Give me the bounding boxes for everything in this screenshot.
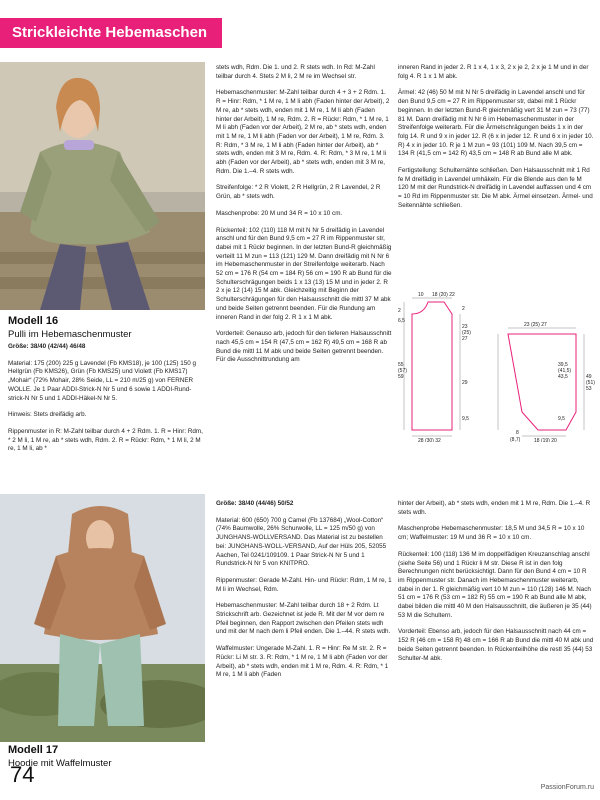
model16-slip-pattern: Hebemaschenmuster: M-Zahl teilbar durch 4 + 3 + 2 Rdm. 1. R = Hinr: Rdm, * 1 M re, 1 M li abh (Faden hinter der Arbeit), 2 M re, ab * stets wdh, enden mit 1 M re, 1 M li abh (Faden hinter der Arbeit), 1 M re, Rdm. 2. R = Rückr: Rdm, * 1 M re, 1 M li abh (Faden vor der Arbeit), 2 M re, ab * stets wdh, enden mit 1 M re, 1 M li abh (Faden vor der Arbeit), 1 M re, Rdm. 3. R: Rdm, * 3 M re, 1 M li abh (Faden hinter der Arbeit), ab * stets wdh, enden mit 3 M re, Rdm. 4. R: Rdm, * 3 M re, 1 M li abh (Faden vor der Arbeit), ab * stets wdh, enden mit 3 M re, Rdm. Die 1.–4. R stets wdh. — [216, 89, 390, 175]
schematic-label: 18 (19) 20 — [534, 438, 557, 442]
model16-material: Material: 175 (200) 225 g Lavendel (Fb KMS18), je 100 (125) 150 g Hellgrün (Fb KMS26), Grün (Fb KMS25) und Violett (Fb KMS17) „Mohair“ (72% Mohair, 28% Seide, LL = 210 m/25 g) von FERNER WOLLE. Je 1 Paar ADDI-Strick-N Nr 5 und 6 sowie 1 ADDI-Rund-strick-N Nr 5 und 1 ADDI-Häkel-N Nr 5. — [8, 359, 196, 402]
model16-back: Rückenteil: 102 (110) 118 M mit N Nr 5 dreifädig in Lavendel anschl und für den Bund 9,5 cm = 27 R im Rippenmuster str, dabei mit 1 Rückr beginnen. In der letzten Bund-R gleichmäßig verteilt 11 M zun = 113 (121) 129 M. Dann dreifädig mit N Nr 6 im Hebemaschenmuster in der Streifenfolge weiterarb. Nach 52 cm = 176 R (54 cm = 184 R) 56 cm = 190 R ab Bund für die Schulterschrägungen beids 1 x 13 (13) 15 M und in jeder 2. R 2 x je 12 (14) 15 M abk. Gleichzeitig mit Beginn der Schulterschrägungen für den Halsausschnitt die mittl 37 M abk und beide Seiten getrennt beenden. Für die Rundung am inneren Rand in der folg 2. R 1 x 1 M abk. — [216, 226, 392, 321]
schematic-label: 18 (20) 22 — [432, 292, 455, 298]
model17-material: Material: 600 (650) 700 g Camel (Fb 137684) „Wool-Cotton“ (74% Baumwolle, 26% Schurwolle, LL = 125 m/50 g) von JUNGHANS-WOLLVERSAND. Das Material ist zu bestellen bei: JUNGHANS-WOLL-VERSAND, Auf der Hüls 205, 52055 Aachen, Tel 0241/109109. 1 Paar Strick-N Nr 5 und 1 Rundstrick-N Nr 5 von KNITPRO. — [216, 516, 387, 568]
schematic-label: 2 — [398, 308, 401, 314]
model17-waffle-cont: hinter der Arbeit), ab * stets wdh, enden mit 1 M re, Rdm. Die 1.–4. R stets wdh. — [398, 500, 591, 516]
schematic-label: 8 — [516, 430, 519, 436]
schematic-label: 55 (57) 59 — [398, 362, 407, 380]
model16-gauge: Maschenprobe: 20 M und 34 R = 10 x 10 cm. — [216, 209, 343, 217]
model17-size: Größe: 38/40 (44/46) 50/52 — [216, 500, 294, 507]
model16-stripes: Streifenfolge: * 2 R Violett, 2 R Hellgrün, 2 R Lavendel, 2 R Grün, ab * stets wdh. — [216, 184, 381, 201]
footer-watermark: PassionForum.ru — [540, 784, 594, 791]
model17-title: Modell 17 — [8, 744, 59, 756]
section-title: Strickleichte Hebemaschen — [12, 24, 208, 41]
schematic-label: 23 (25) 27 — [462, 324, 471, 342]
page-number: 74 — [10, 762, 35, 787]
model17-slip-pattern: Hebemaschenmuster: M-Zahl teilbar durch 18 + 2 Rdm. Lt Strickschrift arb. Gezeichnet ist jede R. Mit der M vor dem re Pfeil beginnen, den Rapport zwischen den Pfeilen stets wdh und mit der M nach dem li Pfeil enden. Die 1.–44. R stets wdh. — [216, 602, 391, 636]
schematic-label: 2 — [462, 306, 465, 312]
model17-gauge: Maschenprobe Hebemaschenmuster: 18,5 M und 34,5 R = 10 x 10 cm; Waffelmuster: 19 M und 36 R = 10 x 10 cm. — [398, 525, 585, 542]
model16-col3 — [398, 64, 594, 219]
model16-size: Größe: 38/40 (42/44) 46/48 — [8, 343, 86, 350]
model17-subtitle: Hoodie mit Waffelmuster — [8, 758, 112, 769]
model17-photo — [0, 494, 205, 742]
model17-back: Rückenteil: 100 (118) 136 M im doppelfädigen Kreuzanschlag anschl (siehe Seite 56) und 1 Rückr li M str. Diese R ist in den folg Berechnungen nicht berücksichtigt. Dann für den Bund 4 cm = 10 R im Rippenmuster str. Danach im Hebemaschenmuster weiterarb, dabei in der 1. R gleichmäßig vert 10 M zun = 110 (128) 146 M. Nach 51 cm = 176 R (53 cm = 182 R) 55 cm = 190 R ab Bund alle M abk, dabei bilden die mittl 40 M den Halsausschnitt, die äußeren je 35 (44) 53 M die Schultern. — [398, 550, 592, 619]
schematic-label: (8,7) — [510, 437, 521, 442]
model16-hint: Hinweis: Stets dreifädig arb. — [8, 411, 87, 419]
model16-photo — [0, 62, 205, 310]
schematic-label: 9,5 — [558, 416, 565, 422]
model16-title: Modell 16 — [8, 315, 59, 327]
model16-text: stets wdh, Rdm. Die 1. und 2. R stets wdh. In Rd: M-Zahl teilbar durch 4. Stets 2 M li, 2 M re im Wechsel str. — [216, 64, 375, 80]
model17-photo-illustration — [0, 494, 205, 742]
schematic-label: 49 (51) 53 — [586, 374, 595, 392]
schematic-label: 28 (30) 32 — [418, 438, 441, 442]
model17-rib-pattern: Rippenmuster: Gerade M-Zahl. Hin- und Rückr: Rdm, 1 M re, 1 M li im Wechsel, Rdm. — [216, 576, 392, 593]
model17-front: Vorderteil: Ebenso arb, jedoch für den Halsausschnitt nach 44 cm = 152 R (46 cm = 158 R) 48 cm = 166 R ab Bund die mittl 40 M abk und beide Seiten getrennt beenden. In Rückenteilhöhe die restl 35 (44) 53 Schulter-M abk. — [398, 628, 594, 662]
model16-finishing: Fertigstellung: Schulternähte schließen. Den Halsausschnitt mit 1 Rd fe M dreifädig in Lavendel umhäkeln. Für die Blende aus den fe M 120 M mit der Rundstrick-N dreifädig in Lavendel auffassen und 4 cm = 10 Rd im Rippenmuster str. Die M abk. Ärmel einsetzen. Ärmel- und Seitennähte schließen. — [398, 167, 593, 209]
schematic-label: 23 (25) 27 — [524, 322, 547, 328]
model16-col2 — [216, 64, 392, 373]
model17-col3 — [398, 500, 594, 671]
schematic-label: 9,5 — [462, 416, 469, 422]
section-banner — [0, 18, 222, 48]
model17-col2 — [216, 500, 392, 688]
schematic-label: 10 — [418, 292, 424, 298]
model16-front: Vorderteil: Genauso arb, jedoch für den tieferen Halsausschnitt nach 45,5 cm = 154 R (47,5 cm = 162 R) 49,5 cm = 168 R ab Bund die mittl 11 M abk und beide Seiten getrennt beenden. Für die Ausschnittrundung am — [216, 330, 392, 364]
model16-schematic — [398, 292, 598, 442]
model16-rib-pattern: Rippenmuster in R: M-Zahl teilbar durch 4 + 2 Rdm. 1. R = Hinr: Rdm, * 2 M li, 1 M re, ab * stets wdh, Rdm. 2. R = Rückr: Rdm, * 1 M li, 2 M re, 1 M li, ab * — [8, 427, 203, 453]
model17-waffle-pattern: Waffelmuster: Ungerade M-Zahl. 1. R = Hinr: Re M str. 2. R = Rückr: Li M str. 3. R: Rdm, * 1 M re, 1 M li abh (Faden vor der Arbeit), ab * stets wdh, enden mit 1 M re, Rdm. 4. R: Rdm, * 1 M re, 1 M li abh (Faden — [216, 645, 389, 679]
schematic-label: 6,5 — [398, 318, 405, 324]
schematic-label: 39,5 (41,5) 43,5 — [558, 362, 572, 380]
model16-subtitle: Pulli im Hebemaschenmuster — [8, 329, 132, 340]
schematic-label: 29 — [462, 380, 468, 386]
model16-col1 — [8, 343, 204, 462]
model16-photo-illustration — [0, 62, 205, 310]
model16-front-cont: inneren Rand in jeder 2. R 1 x 4, 1 x 3, 2 x je 2, 2 x je 1 M und in der folg 4. R 1 x 1 M abk. — [398, 64, 589, 80]
model16-sleeve: Ärmel: 42 (46) 50 M mit N Nr 5 dreifädig in Lavendel anschl und für den Bund 9,5 cm = 27 R im Rippenmuster str, dabei mit 1 Rückr beginnen. In der letzten Bund-R gleichmäßig vert 31 M zun = 73 (77) 81 M. Dann dreifädig mit N Nr 6 im Hebemaschenmuster in der Streifenfolge weiterarb. Für die Ärmelschrägungen beids 1 x in der folg 14. R und 9 x in jeder 12. R (6 x in jeder 12. R und 6 x in jeder 10. R) 4 x in jeder 10. R je 1 M zun = 93 (101) 109 M. Nach 39,5 cm = 134 R (41,5 cm = 142 R) 43,5 cm = 148 R ab Bund alle M abk. — [398, 89, 594, 158]
